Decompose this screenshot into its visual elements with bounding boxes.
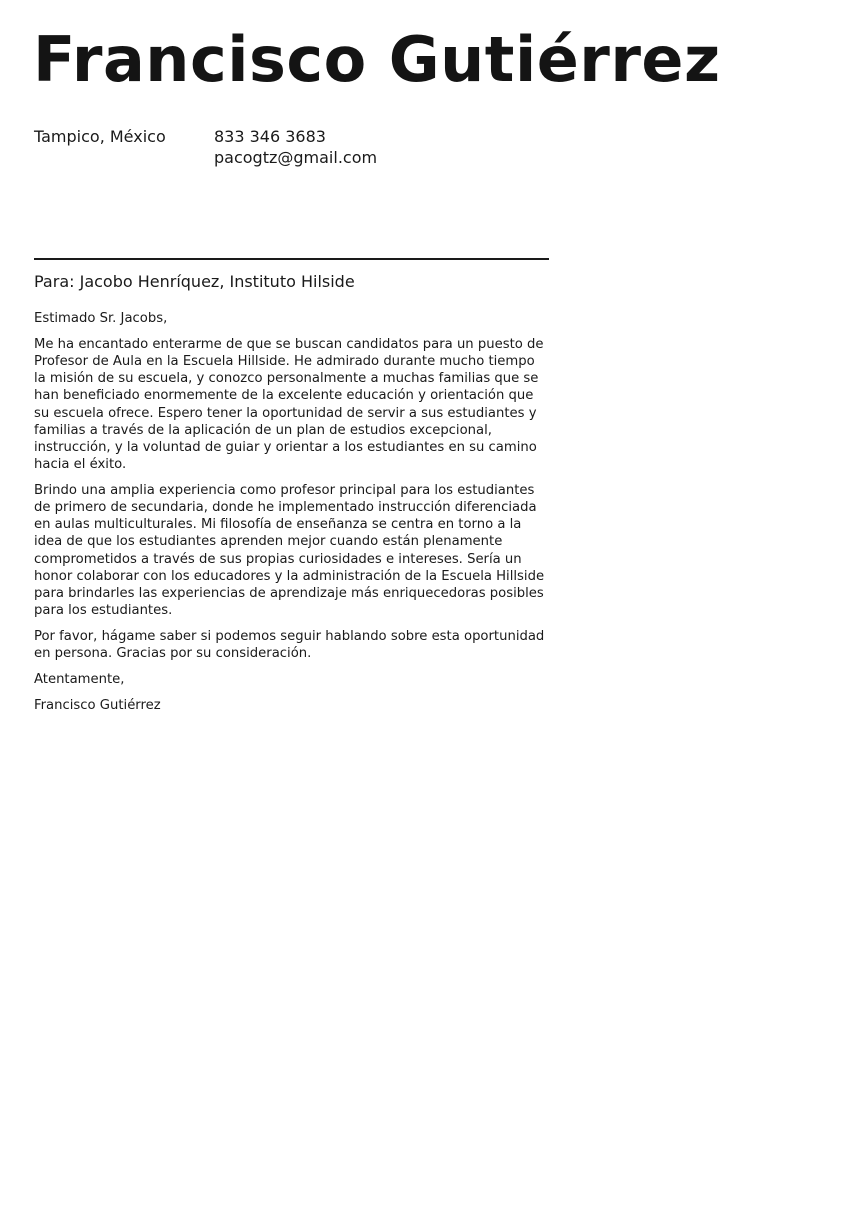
header-divider — [34, 258, 549, 260]
contact-details — [214, 126, 377, 168]
letter-body — [34, 310, 550, 722]
contact-city: Tampico, México — [34, 127, 166, 146]
contact-phone: 833 346 3683 — [214, 127, 326, 146]
letter-paragraph-3: Por favor, hágame saber si podemos seguir hablando sobre esta oportunidad en persona. Gracias por su consideración. — [34, 628, 545, 662]
applicant-name: Francisco Gutiérrez — [33, 23, 721, 96]
letter-paragraph-2: Brindo una amplia experiencia como profesor principal para los estudiantes de primero de secundaria, donde he implementado instrucción diferenciada en aulas multiculturales. Mi filosofía de enseñanza se centra en torno a la idea de que los estudiantes aprenden mejor cuando están plenamente comprometidos a través de sus propias curiosidades e intereses. Sería un honor colaborar con los educadores y la administración de la Escuela Hillside para brindarles las experiencias de aprendizaje más enriquecedoras posibles para los estudiantes. — [34, 482, 545, 619]
letter-closing: Atentamente, — [34, 671, 125, 687]
contact-email: pacogtz@gmail.com — [214, 148, 378, 167]
letter-recipient: Para: Jacobo Henríquez, Instituto Hilside — [34, 272, 355, 291]
letter-signature: Francisco Gutiérrez — [34, 697, 161, 713]
letter-paragraph-1: Me ha encantado enterarme de que se buscan candidatos para un puesto de Profesor de Aula en la Escuela Hillside. He admirado durante mucho tiempo la misión de su escuela, y conozco personalmente a muchas familias que se han beneficiado enormemente de la excelente educación y orientación que su escuela ofrece. Espero tener la oportunidad de servir a sus estudiantes y familias a través de la aplicación de un plan de estudios excepcional, instrucción, y la voluntad de guiar y orientar a los estudiantes en su camino hacia el éxito. — [34, 336, 544, 473]
letter-salutation: Estimado Sr. Jacobs, — [34, 311, 168, 326]
